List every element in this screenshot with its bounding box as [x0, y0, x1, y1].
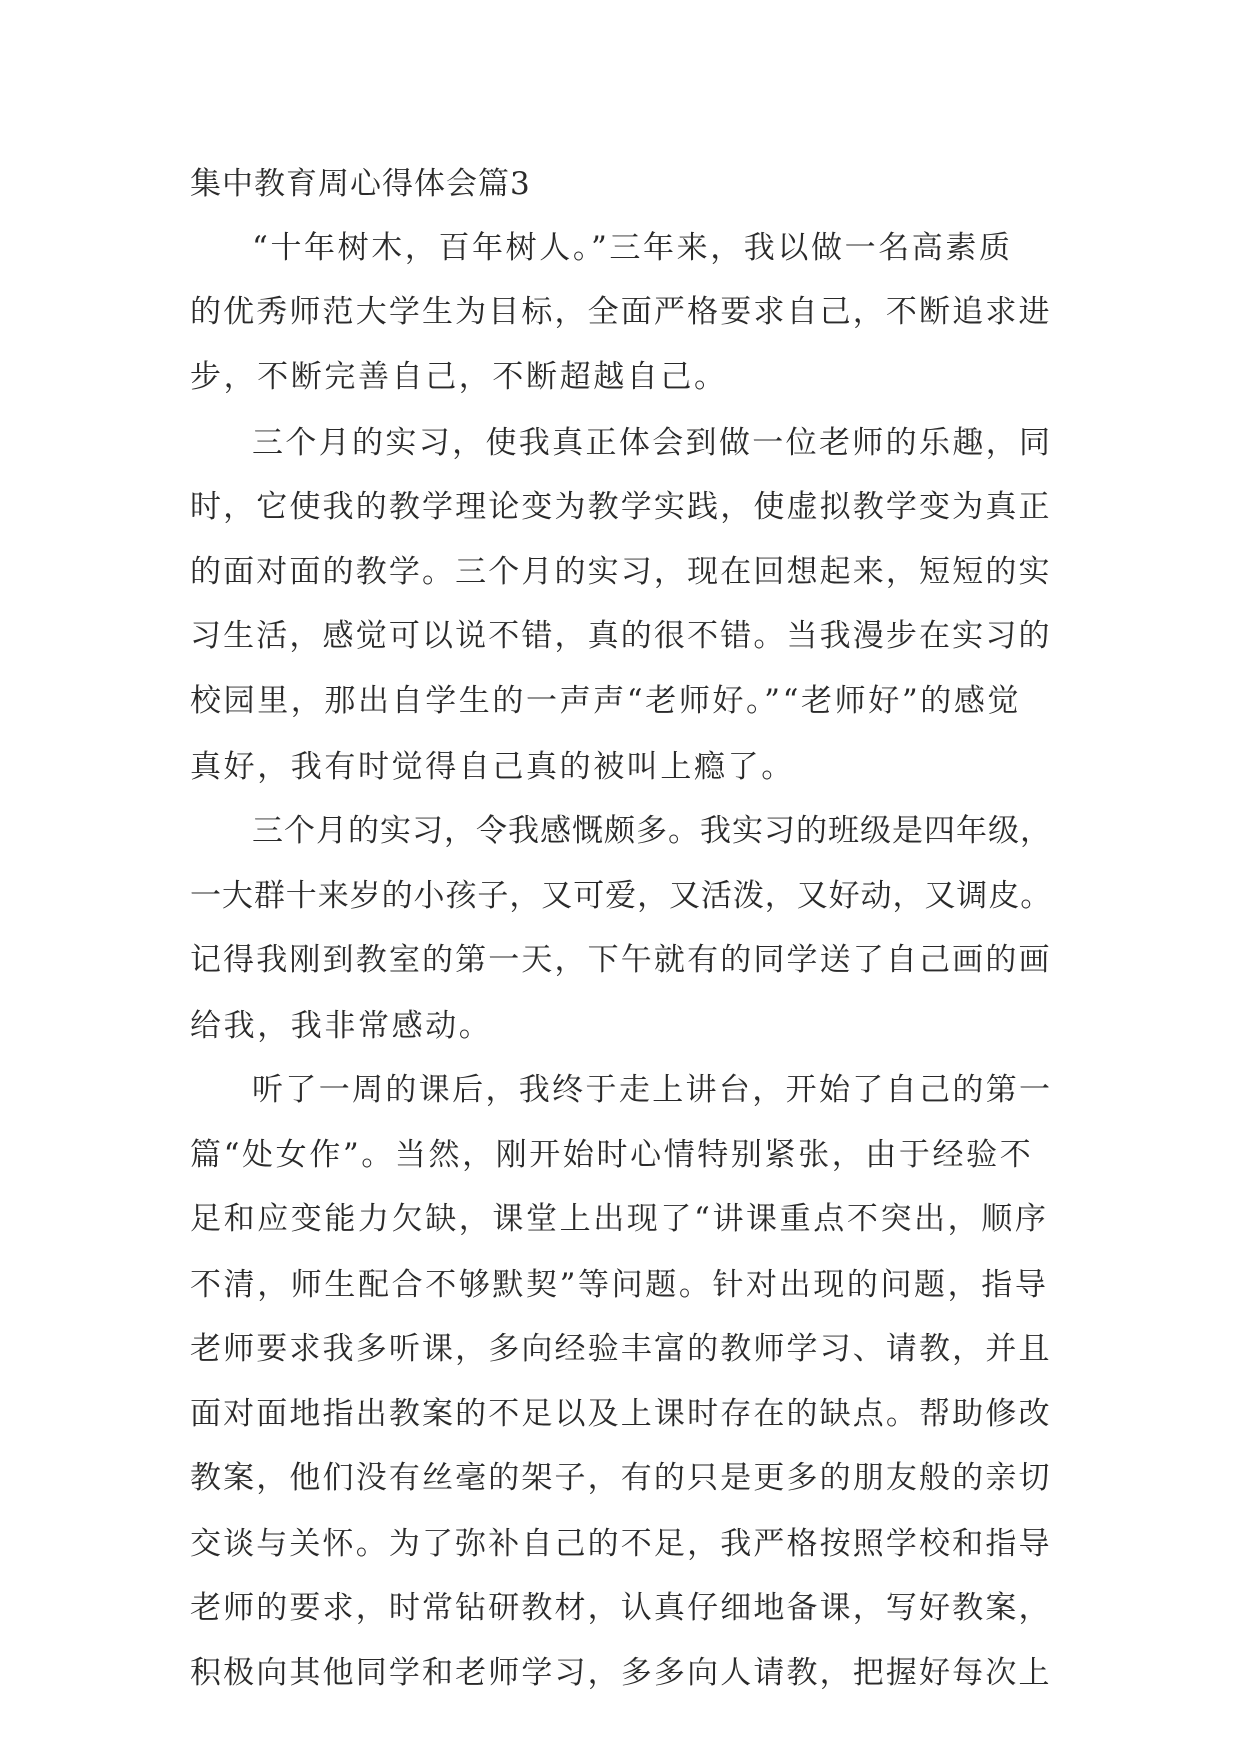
paragraph-2-line-2: 时，它使我的教学理论变为教学实践，使虚拟教学变为真正: [190, 489, 1052, 525]
paragraph-3-line-4: 给我，我非常感动。: [190, 1008, 493, 1044]
paragraph-4-line-3: 足和应变能力欠缺，课堂上出现了“讲课重点不突出，顺序: [190, 1201, 1049, 1237]
paragraph-1-line-1: “十年树木，百年树人。”三年来，我以做一名高素质: [252, 230, 1013, 266]
paragraph-2-line-1: 三个月的实习，使我真正体会到做一位老师的乐趣，同: [252, 425, 1053, 461]
paragraph-4-line-2: 篇“处女作”。当然，刚开始时心情特别紧张，由于经验不: [190, 1137, 1034, 1173]
document-title: 集中教育周心得体会篇3: [190, 166, 531, 202]
paragraph-4-line-7: 教案，他们没有丝毫的架子，有的只是更多的朋友般的亲切: [190, 1460, 1052, 1496]
paragraph-1-line-3: 步，不断完善自己，不断超越自己。: [190, 359, 728, 395]
paragraph-4-line-8: 交谈与关怀。为了弥补自己的不足，我严格按照学校和指导: [190, 1526, 1052, 1562]
paragraph-4-line-5: 老师要求我多听课，多向经验丰富的教师学习、请教，并且: [190, 1331, 1052, 1367]
paragraph-3-line-3: 记得我刚到教室的第一天，下午就有的同学送了自己画的画: [190, 942, 1052, 978]
paragraph-2-line-4: 习生活，感觉可以说不错，真的很不错。当我漫步在实习的: [190, 618, 1052, 654]
paragraph-3-line-2: 一大群十来岁的小孩子，又可爱，又活泼，又好动，又调皮。: [190, 878, 1053, 914]
paragraph-2-line-3: 的面对面的教学。三个月的实习，现在回想起来，短短的实: [190, 554, 1052, 590]
paragraph-4-line-10: 积极向其他同学和老师学习，多多向人请教，把握好每次上: [190, 1655, 1052, 1691]
paragraph-1-line-2: 的优秀师范大学生为目标，全面严格要求自己，不断追求进: [190, 294, 1052, 330]
paragraph-2-line-6: 真好，我有时觉得自己真的被叫上瘾了。: [190, 749, 795, 785]
paragraph-3-line-1: 三个月的实习，令我感慨颇多。我实习的班级是四年级，: [252, 813, 1052, 849]
paragraph-2-line-5: 校园里，那出自学生的一声声“老师好。”“老师好”的感觉: [190, 683, 1022, 719]
paragraph-4-line-6: 面对面地指出教案的不足以及上课时存在的缺点。帮助修改: [190, 1396, 1052, 1432]
paragraph-4-line-1: 听了一周的课后，我终于走上讲台，开始了自己的第一: [252, 1072, 1053, 1108]
paragraph-4-line-9: 老师的要求，时常钻研教材，认真仔细地备课，写好教案，: [190, 1590, 1052, 1626]
paragraph-4-line-4: 不清，师生配合不够默契”等问题。针对出现的问题，指导: [190, 1267, 1049, 1303]
